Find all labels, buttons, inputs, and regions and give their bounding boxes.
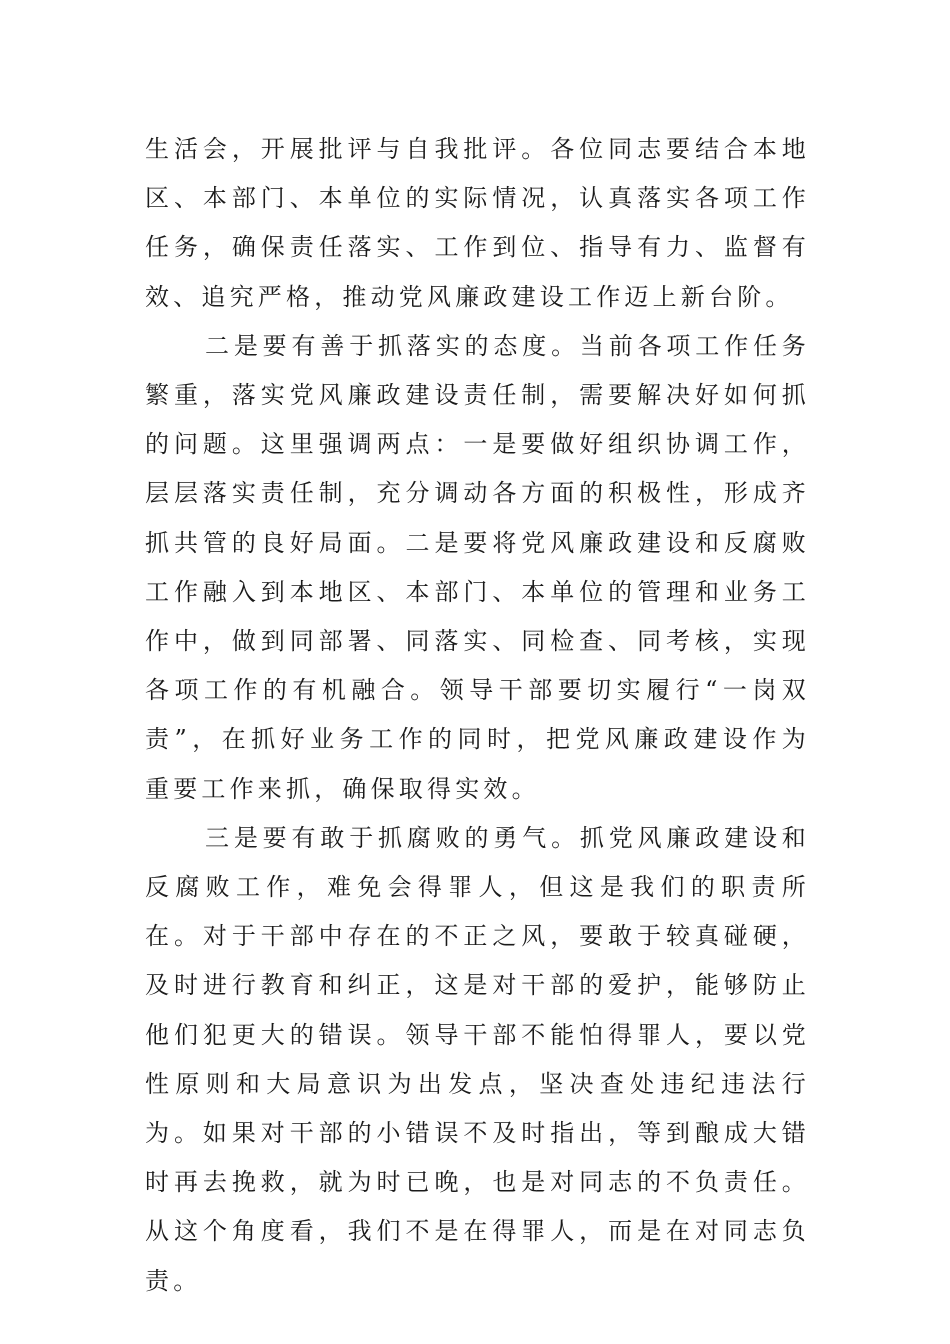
document-body	[145, 125, 810, 1306]
paragraph-3: 三是要有敢于抓腐败的勇气。抓党风廉政建设和反腐败工作，难免会得罪人，但这是我们的职责所在。对于干部中存在的不正之风，要敢于较真碰硬，及时进行教育和纠正，这是对干部的爱护，能够防止他们犯更大的错误。领导干部不能怕得罪人，要以党性原则和大局意识为出发点，坚决查处违纪违法行为。如果对干部的小错误不及时指出，等到酿成大错时再去挽救，就为时已晚，也是对同志的不负责任。从这个角度看，我们不是在得罪人，而是在对同志负责。	[145, 823, 810, 1295]
paragraph-1: 生活会，开展批评与自我批评。各位同志要结合本地区、本部门、本单位的实际情况，认真落实各项工作任务，确保责任落实、工作到位、指导有力、监督有效、追究严格，推动党风廉政建设工作迈上新台阶。	[145, 135, 810, 311]
paragraph-2: 二是要有善于抓落实的态度。当前各项工作任务繁重，落实党风廉政建设责任制，需要解决好如何抓的问题。这里强调两点：一是要做好组织协调工作，层层落实责任制，充分调动各方面的积极性，形成齐抓共管的良好局面。二是要将党风廉政建设和反腐败工作融入到本地区、本部门、本单位的管理和业务工作中，做到同部署、同落实、同检查、同考核，实现各项工作的有机融合。领导干部要切实履行“一岗双责”，在抓好业务工作的同时，把党风廉政建设作为重要工作来抓，确保取得实效。	[145, 331, 810, 803]
